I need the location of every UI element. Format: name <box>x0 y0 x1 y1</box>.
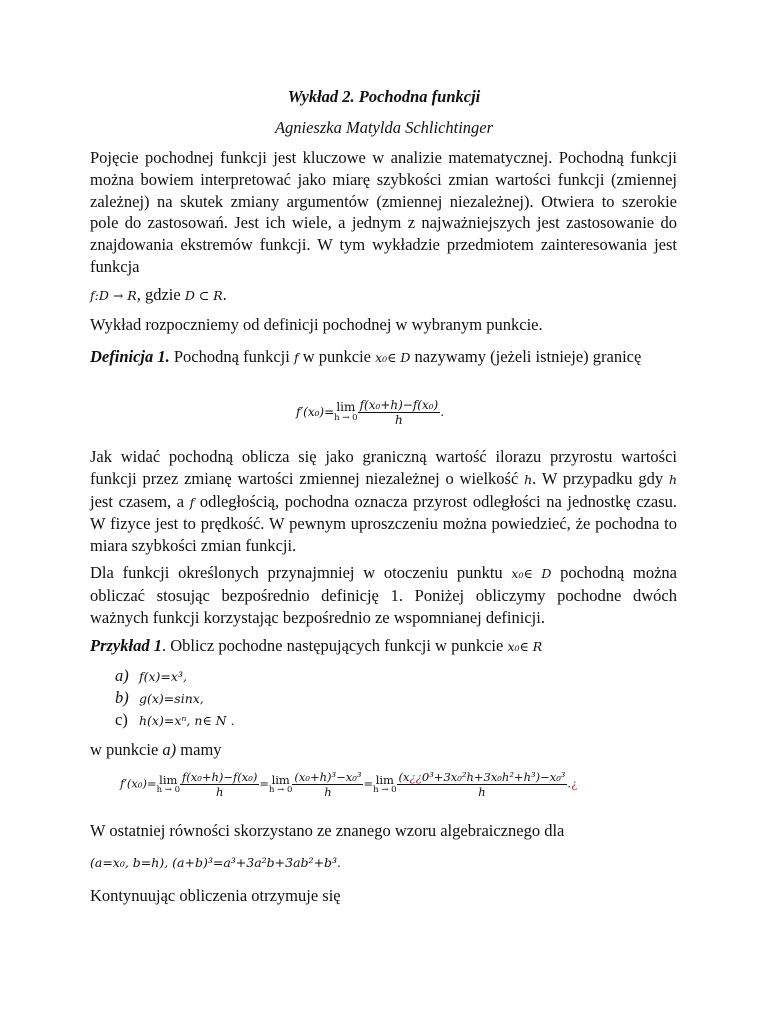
list-marker: c) <box>115 710 128 729</box>
list-formula: f(x)=x³, <box>139 669 187 684</box>
neighborhood-text-1: Dla funkcji określonych przynajmniej w otoczeniu punktu <box>90 563 512 582</box>
list-marker: b) <box>115 688 129 707</box>
fraction-1 <box>180 770 259 799</box>
example-point: x₀∈ R <box>507 639 543 654</box>
list-formula: g(x)=sinx, <box>139 691 204 706</box>
domain-line <box>90 285 227 305</box>
list-item <box>115 688 204 708</box>
identity-text: W ostatniej równości skorzystano ze znanego wzoru algebraicznego dla <box>90 821 565 840</box>
fraction-2-numerator: (x₀+h)³−x₀³ <box>294 770 362 784</box>
domain-formula: f:D → R <box>90 288 137 303</box>
explanation-paragraph <box>90 446 677 557</box>
neighborhood-point: x₀∈ D <box>511 566 552 581</box>
limit <box>157 774 180 796</box>
quotient-numerator: f(x₀+h)−f(x₀) <box>359 398 439 412</box>
definition-text-3: nazywamy (jeżeli istnieje) granicę <box>410 347 642 366</box>
explanation-h2: h <box>668 471 677 487</box>
author-name: Agnieszka Matylda Schlichtinger <box>274 118 494 137</box>
example-text: . Oblicz pochodne następujących funkcji w punkcie <box>161 636 508 655</box>
difference-quotient <box>358 398 441 427</box>
long-lhs: f′(x₀)= <box>120 776 157 791</box>
limit <box>373 774 396 796</box>
fraction-1-numerator: f(x₀+h)−f(x₀) <box>182 770 258 784</box>
limit <box>269 774 292 796</box>
identity-formula-line <box>90 852 341 872</box>
fraction-3 <box>397 770 568 799</box>
point-a-line <box>90 740 222 760</box>
point-a-text-2: mamy <box>176 740 222 759</box>
point-a-marker: a) <box>162 740 177 759</box>
formula-end: . <box>440 405 445 419</box>
lim-word: lim <box>336 400 356 415</box>
limit <box>334 401 357 424</box>
explanation-f: f <box>189 494 195 510</box>
lim-word: lim <box>375 772 394 787</box>
list-item <box>115 666 187 686</box>
domain-word: , gdzie <box>136 285 185 304</box>
formula-lhs: f′(x₀)= <box>296 405 335 419</box>
explanation-text-2: . W przypadku gdy <box>532 468 669 488</box>
lim-sub: h → 0 <box>156 785 180 796</box>
definition-text-1: Pochodną funkcji <box>169 347 294 366</box>
lim-word: lim <box>271 772 290 787</box>
fraction-2 <box>292 770 363 799</box>
fraction-3-numerator <box>397 770 568 785</box>
list-marker: a) <box>115 666 129 685</box>
definition-f: f <box>293 350 299 365</box>
explanation-text-1: Jak widać pochodną oblicza się jako graniczną wartość ilorazu przyrostu wartości funkcji przez zmianę wartości zmiennej niezależnej o wielkość <box>90 447 677 488</box>
lim-sub: h → 0 <box>268 785 293 796</box>
definition-paragraph <box>90 346 677 369</box>
domain-subset: D ⊂ R <box>184 288 223 303</box>
example-heading <box>90 636 542 656</box>
fraction-3-part-b: 0³+3x₀²h+3x₀h²+h³)−x₀³ <box>421 770 566 784</box>
neighborhood-paragraph <box>90 562 677 628</box>
long-tail-broken-glyph: ¿ <box>571 776 578 791</box>
long-derivation-formula: f′(x₀)= lim h → 0 $\frac{\text{f(x₀+h)−f(x₀)}}{h}$ = lim h → 0 $\frac{\text{(x₀+h)³−x₀³}}{h}$ = lim h → 0 $\frac{\text{(x¿¿0³+3x₀²h+3x₀h²+h³)−x₀³}}{h}$ .¿ <box>120 770 578 799</box>
point-a-text: w punkcie <box>90 740 163 759</box>
explanation-h1: h <box>524 471 533 487</box>
neighborhood-text-2: pochodną można obliczać stosując bezpośrednio definicję 1. Poniżej obliczymy pochodne dwóch ważnych funkcji korzystając bezpośrednio ze wspomnianej definicji. <box>90 563 677 627</box>
fraction-1-denominator: h <box>215 785 224 799</box>
list-item <box>115 710 235 730</box>
start-sentence: Wykład rozpoczniemy od definicji pochodnej w wybranym punkcie. <box>90 315 543 334</box>
list-formula: h(x)=xⁿ, n∈ N . <box>139 713 235 728</box>
fraction-3-denominator: h <box>478 785 486 799</box>
identity-formula: (a=x₀, b=h), (a+b)³=a³+3a²b+3ab²+b³. <box>90 855 342 870</box>
fraction-3-part-a: (x <box>398 770 410 784</box>
derivative-definition-formula <box>296 398 444 427</box>
quotient-denominator: h <box>395 413 403 427</box>
lim-sub: h → 0 <box>373 785 397 796</box>
lecture-title: Wykład 2. Pochodna funkcji <box>287 87 481 106</box>
fraction-3-broken-glyphs: ¿¿ <box>409 770 422 784</box>
definition-point: x₀∈ D <box>375 350 411 365</box>
long-tail: . <box>567 776 572 791</box>
intro-paragraph: Pojęcie pochodnej funkcji jest kluczowe w analizie matematycznej. Pochodną funkcji można bowiem interpretować jako miarę szybkości zmian wartości funkcji (zmiennej zależnej) na skutek zmiany argumentów (zmiennej niezależnej). Otwiera to szerokie pole do zastosowań. Jest ich wiele, a jednym z najważniejszych jest zastosowanie do znajdowania ekstremów funkcji. W tym wykładzie przedmiotem zainteresowania jest funkcja <box>90 148 677 276</box>
explanation-text-3: jest czasem, a <box>90 491 190 511</box>
example-label: Przykład 1 <box>90 636 162 655</box>
explanation-text-4: odległością, pochodna oznacza przyrost odległości na jednostkę czasu. W fizyce jest to prędkość. W pewnym uproszczeniu można powiedzieć, że pochodna to miara szybkości zmian funkcji. <box>90 491 677 556</box>
fraction-2-denominator: h <box>324 785 332 799</box>
domain-end: . <box>222 285 227 304</box>
definition-label: Definicja 1. <box>90 347 170 366</box>
lim-word: lim <box>159 772 178 787</box>
definition-text-2: w punkcie <box>298 347 376 366</box>
lim-sub: h → 0 <box>334 413 358 424</box>
continuation-text: Kontynuując obliczenia otrzymuje się <box>90 886 341 905</box>
